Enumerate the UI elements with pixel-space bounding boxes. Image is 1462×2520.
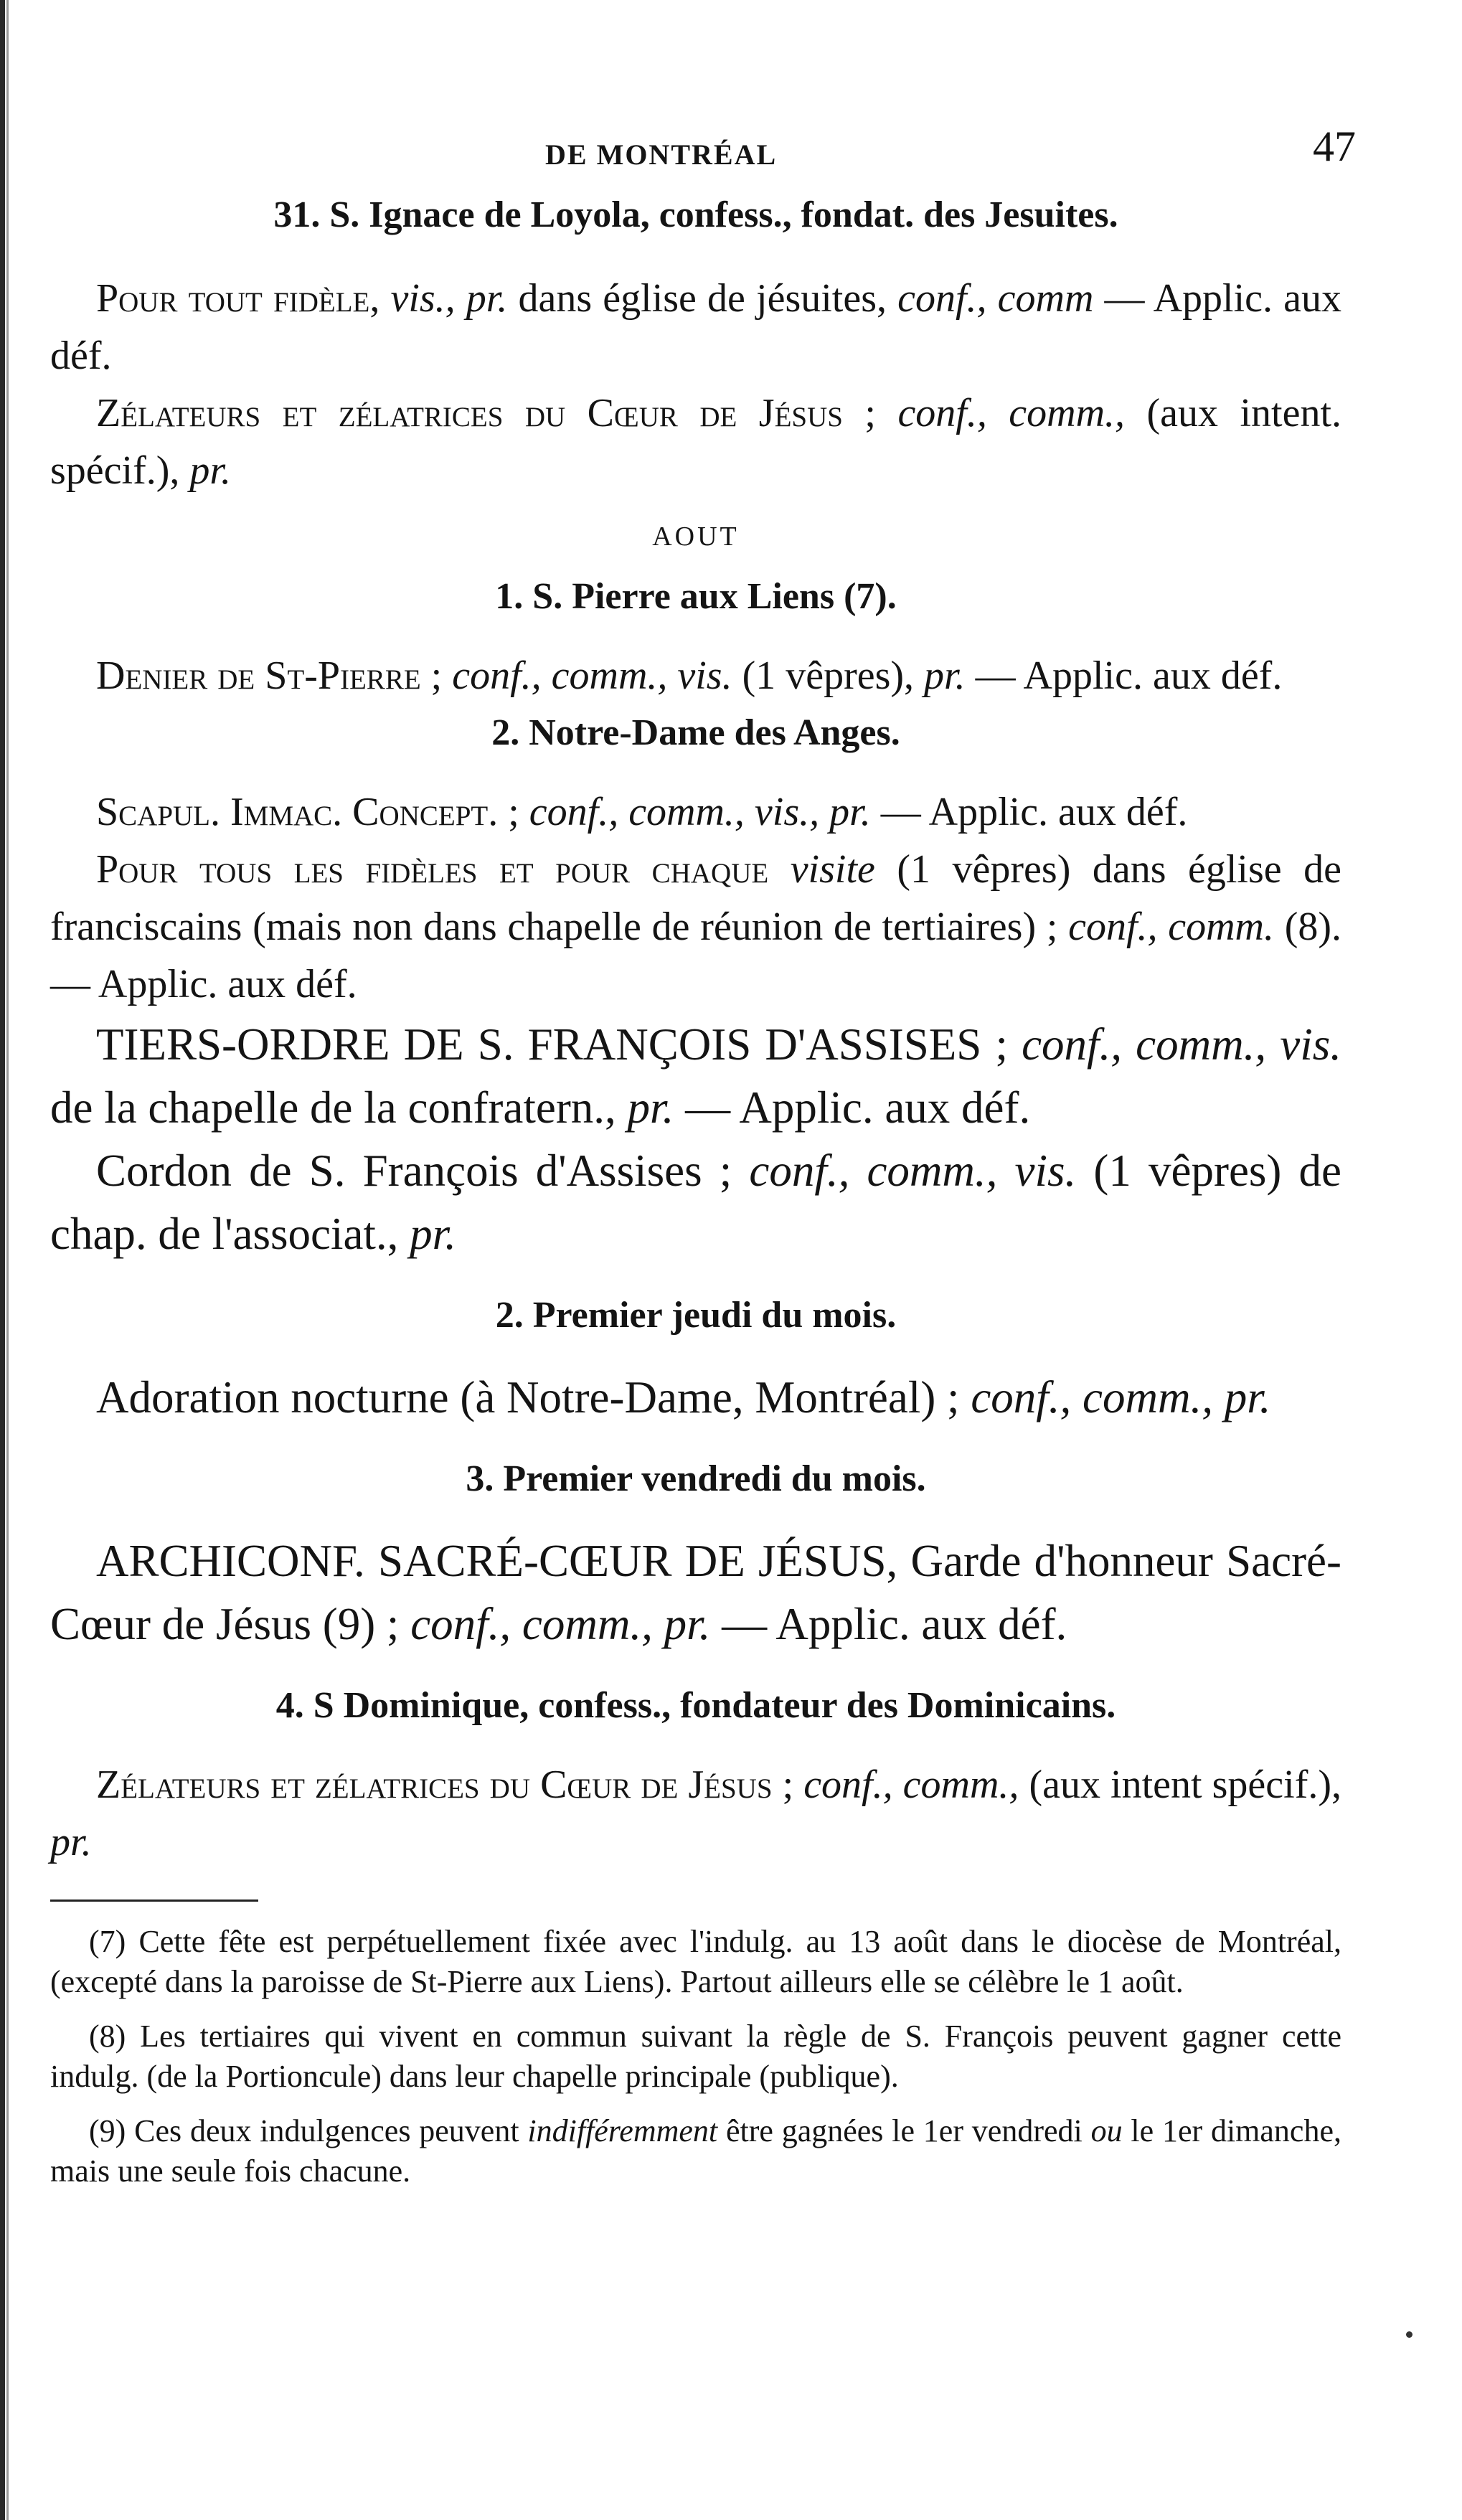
- entry-text: (1 vêpres) dans église de franciscains (mais non dans chapelle de réunion de tertiaires) ;: [50, 847, 1342, 949]
- entry: [50, 270, 1341, 384]
- feast-title: 3. Premier vendredi du mois.: [466, 1458, 926, 1499]
- entry-text: (1 vêpres),: [732, 653, 925, 698]
- entry-italic: conf., comm., vis.: [452, 653, 732, 698]
- entry-head: Adoration nocturne: [96, 1372, 449, 1422]
- entry-head: ARCHICONF. SACRÉ-CŒUR DE JÉSUS,: [96, 1536, 898, 1586]
- entry-italic: pr.: [189, 448, 231, 493]
- ink-speck: [1406, 2331, 1413, 2338]
- page-edge-shadow: [6, 0, 9, 2520]
- entry: [50, 783, 1341, 841]
- month-heading: AOUT: [652, 522, 740, 552]
- page-number: 47: [1313, 123, 1356, 170]
- entry-italic: conf., comm., pr.: [410, 1599, 711, 1649]
- entry-italic: conf., comm., vis.: [1022, 1019, 1342, 1070]
- entry-italic: pr.: [924, 653, 966, 698]
- entry-text: (1 vêpres) de chap. de l'associat.,: [50, 1146, 1341, 1259]
- footnote-text: être gagnées le 1er vendredi: [717, 2113, 1091, 2148]
- entry-text: (aux intent spécif.),: [1019, 1762, 1341, 1807]
- page-edge: [0, 0, 5, 2520]
- entry-text: (aux intent. spécif.),: [50, 391, 1342, 493]
- entry-text: ;: [772, 1762, 804, 1807]
- entry-italic: conf., comm., pr.: [971, 1372, 1271, 1422]
- entry: [50, 1139, 1341, 1265]
- entry: [50, 841, 1341, 1013]
- entry-italic: pr.: [627, 1082, 674, 1133]
- running-title: DE MONTRÉAL: [545, 138, 778, 171]
- entry-italic: visite: [790, 847, 875, 892]
- entry-text: ;: [842, 391, 898, 435]
- feast-title: 1. S. Pierre aux Liens (7).: [495, 576, 897, 617]
- entry-head: Pour tous les fidèles et pour chaque: [96, 847, 769, 892]
- footnote-text: (9) Ces deux indulgences peuvent: [89, 2113, 528, 2148]
- entry-head: Pour tout fidèle,: [96, 276, 380, 321]
- entry-head: Scapul. Immac. Concept.: [96, 790, 499, 834]
- entry-italic: vis., pr.: [390, 276, 508, 321]
- entry-text: (8). — Applic. aux déf.: [50, 905, 1342, 1006]
- feast-title: 2. Premier jeudi du mois.: [495, 1295, 897, 1336]
- entry-text: (à Notre-Dame, Montréal) ;: [448, 1372, 971, 1422]
- entry-head: Denier de St-Pierre: [96, 653, 421, 698]
- entry-head: TIERS-ORDRE DE S. FRANÇOIS D'ASSISES: [96, 1019, 982, 1070]
- entry-head: Zélateurs et zélatrices du Cœur de Jésus: [96, 1762, 773, 1807]
- footnote-8: (8) Les tertiaires qui vivent en commun suivant la règle de S. François peuvent gagner cette indulg. (de la Portioncule) dans leur chapelle principale (publique).: [50, 2019, 1341, 2094]
- footnote-text: le 1er dimanche, mais une seule fois chacune.: [50, 2113, 1341, 2189]
- entry-text: ;: [498, 790, 529, 834]
- entry: [50, 1013, 1341, 1139]
- entry-text: [768, 847, 791, 892]
- footnote-italic: indifféremment: [527, 2113, 718, 2148]
- entry: [50, 1756, 1341, 1871]
- entry-text: ;: [702, 1146, 750, 1196]
- entry: [50, 1529, 1341, 1656]
- entry-italic: pr.: [50, 1820, 92, 1864]
- entry: [50, 1366, 1341, 1429]
- entry-head: Zélateurs et zélatrices du Cœur de Jésus: [96, 391, 843, 435]
- feast-title: 2. Notre-Dame des Anges.: [491, 712, 900, 753]
- entry-italic: conf., comm.,: [803, 1762, 1019, 1807]
- footnote-rule: [50, 1900, 258, 1902]
- entry-italic: conf., comm: [897, 276, 1094, 321]
- footnote-italic: ou: [1090, 2113, 1123, 2148]
- entry-text: — Applic. aux déf.: [674, 1082, 1031, 1133]
- entry-text: ;: [420, 653, 453, 698]
- entry-text: — Applic. aux déf.: [965, 653, 1283, 698]
- feast-title: 4. S Dominique, confess., fondateur des Dominicains.: [275, 1685, 1116, 1726]
- footnote-9: [50, 2111, 1341, 2191]
- page-body: [50, 122, 1356, 2206]
- feast-title: 31. S. Ignace de Loyola, confess., fondat. des Jesuites.: [273, 194, 1118, 235]
- entry-italic: conf., comm., vis.: [749, 1146, 1077, 1196]
- entry-italic: conf., comm.,: [897, 391, 1126, 435]
- entry-italic: conf., comm., vis., pr.: [529, 790, 871, 834]
- entry-text: ;: [981, 1019, 1022, 1070]
- entry-head: Cordon de S. François d'Assises: [96, 1146, 702, 1196]
- running-header: [50, 122, 1356, 187]
- entry-text: — Applic. aux déf.: [870, 790, 1188, 834]
- entry-italic: conf., comm.: [1068, 905, 1274, 949]
- entry-text: — Applic. aux déf.: [50, 276, 1341, 378]
- entry-text: — Applic. aux déf.: [710, 1599, 1067, 1649]
- entry-text: de la chapelle de la confratern.,: [50, 1082, 628, 1133]
- entry-text: Garde d'honneur Sacré-Cœur de Jésus (9) ;: [50, 1536, 1341, 1649]
- entry: [50, 647, 1341, 704]
- entry: [50, 384, 1341, 499]
- footnote-7: (7) Cette fête est perpétuellement fixée avec l'indulg. au 13 août dans le diocèse de Montréal, (excepté dans la paroisse de St-Pierre aux Liens). Partout ailleurs elle se célèbre le 1 août.: [50, 1924, 1341, 1999]
- entry-italic: pr.: [410, 1209, 456, 1259]
- entry-text: dans église de jésuites,: [507, 276, 898, 321]
